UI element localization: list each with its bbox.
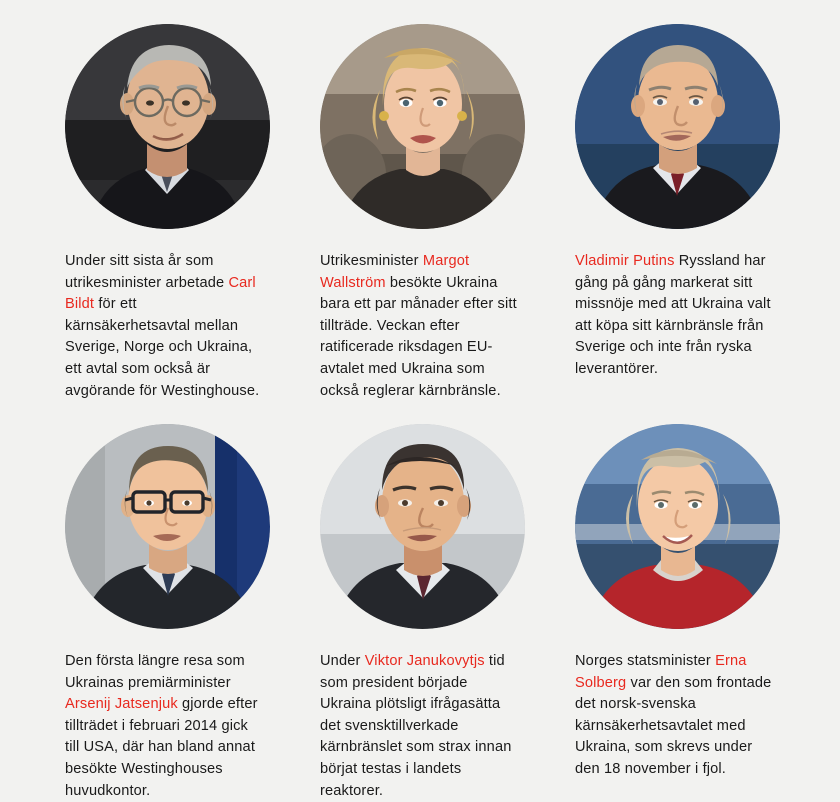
caption-erna-solberg [575, 651, 775, 781]
card-erna-solberg [565, 396, 820, 792]
caption-arsenij-jatsenjuk [65, 651, 265, 802]
portrait-wrap-carl-bildt [65, 24, 270, 229]
card-carl-bildt [55, 0, 310, 399]
caption-text: besökte Ukraina bara ett par månader efter sitt tillträde. Veckan efter ratificerade riksdagen EU-avtalet med Ukraina som också reglerar kärnbränsle. [320, 274, 517, 399]
caption-text: Den första längre resa som Ukrainas premiärminister [65, 653, 245, 691]
caption-text: Norges statsminister [575, 653, 716, 669]
portrait-arsenij-jatsenjuk [65, 424, 270, 629]
caption-text: var den som frontade det norsk-svenska kärnsäkerhetsavtalet med Ukraina, som skrevs under den 18 november i fjol. [575, 674, 772, 777]
portrait-wrap-erna-solberg [575, 424, 780, 629]
portrait-margot-wallstrom [320, 24, 525, 229]
portrait-vladimir-putin [575, 24, 780, 229]
caption-text: Under sitt sista år som utrikesminister arbetade [65, 253, 229, 291]
caption-text: Ryssland har gång på gång markerat sitt missnöje med att Ukraina valt att köpa sitt kärnbränsle från Sverige och inte från ryska leverantörer. [575, 253, 771, 377]
caption-text: gjorde efter tillträdet i februari 2014 gick till USA, där han bland annat besökte Westinghouses huvudkontor. [65, 696, 258, 799]
portrait-viktor-janukovytj [320, 424, 525, 629]
portrait-erna-solberg [575, 424, 780, 629]
card-viktor-janukovytj [310, 396, 565, 799]
highlighted-name: Viktor Janukovytjs [364, 653, 485, 669]
card-arsenij-jatsenjuk [55, 396, 310, 799]
portrait-wrap-margot-wallstrom [320, 24, 525, 229]
portrait-wrap-arsenij-jatsenjuk [65, 424, 270, 629]
portrait-carl-bildt [65, 24, 270, 229]
highlighted-name: Arsenij Jatsenjuk [65, 696, 178, 713]
caption-margot-wallstrom [320, 251, 520, 402]
caption-text: tid som president började Ukraina plötsligt ifrågasätta det svensktillverkade kärnbränslet som strax innan börjat testas i landets reaktorer. [320, 653, 512, 799]
portrait-wrap-vladimir-putin [575, 24, 780, 229]
portrait-wrap-viktor-janukovytj [320, 424, 525, 629]
caption-text: för ett kärnsäkerhetsavtal mellan Sverige, Norge och Ukraina, ett avtal som också är avgörande för Westinghouse. [65, 296, 260, 399]
card-vladimir-putin [565, 0, 820, 396]
highlighted-name: Vladimir Putins [575, 253, 675, 269]
highlighted-name: Carl Bildt [65, 274, 256, 313]
caption-viktor-janukovytj [320, 651, 520, 802]
card-margot-wallstrom [310, 0, 565, 399]
caption-carl-bildt [65, 251, 265, 402]
highlighted-name: Erna Solberg [575, 653, 747, 691]
caption-text: Utrikesminister [320, 253, 423, 269]
highlighted-name: Margot Wallström [320, 253, 470, 291]
caption-text: Under [320, 653, 365, 669]
caption-vladimir-putin [575, 251, 775, 381]
